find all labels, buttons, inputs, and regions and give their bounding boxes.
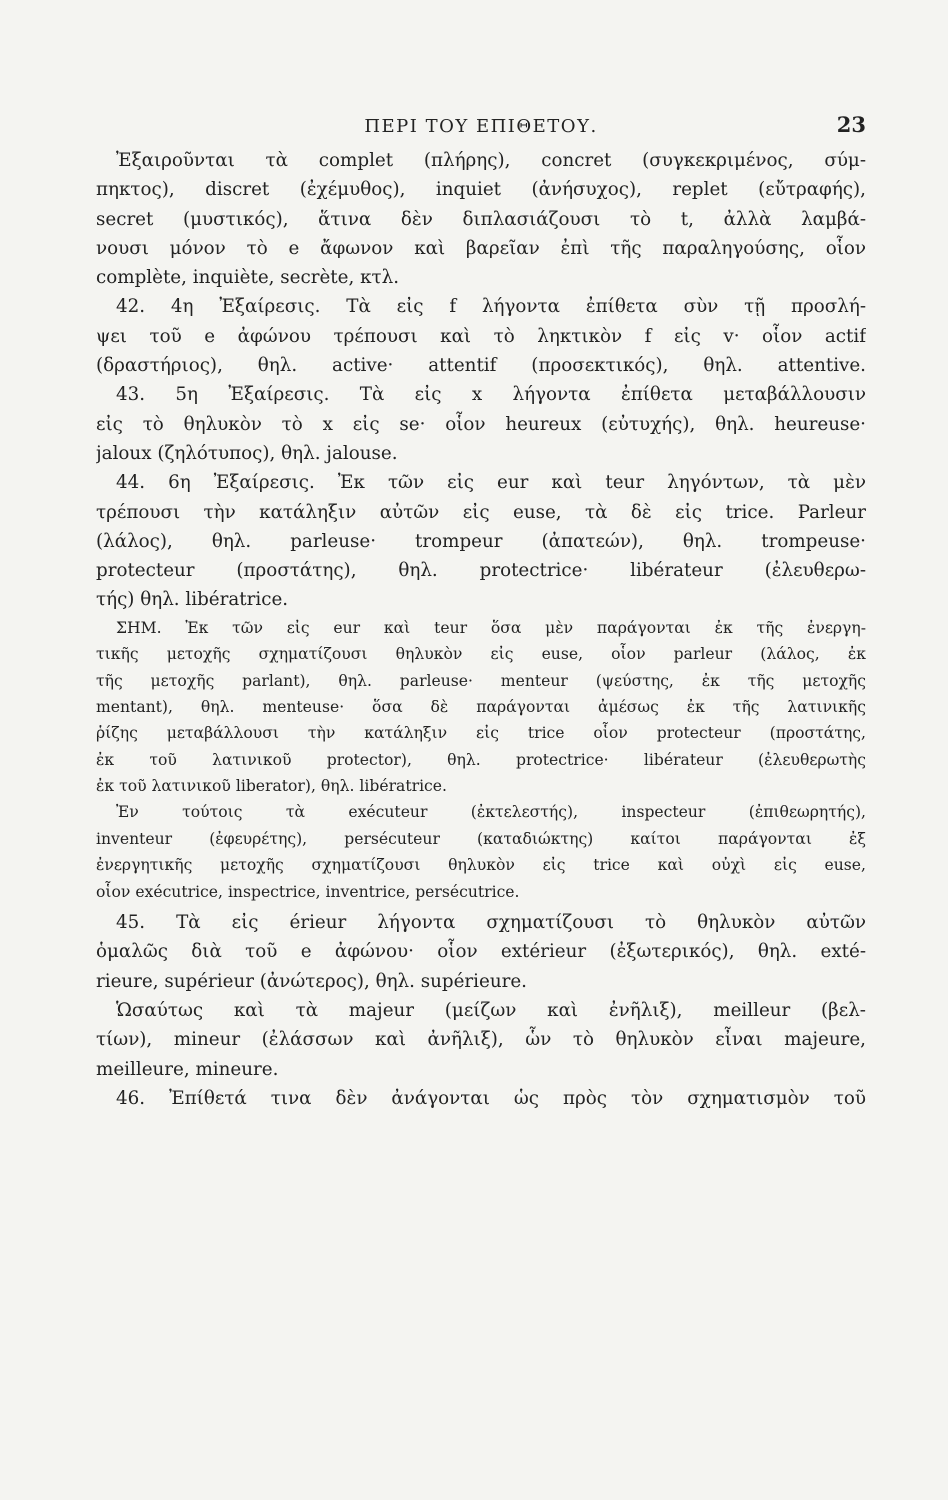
note-line: inventeur (ἐφευρέτης), persécuteur (καταδιώκτης) καίτοι παράγονται ἐξ xyxy=(96,829,866,848)
text-line: Ὡσαύτως καὶ τὰ majeur (μείζων καὶ ἐνῆλιξ), meilleur (βελ- xyxy=(116,999,866,1021)
page-body xyxy=(96,146,866,1113)
page-header xyxy=(96,112,866,142)
note-line: τικῆς μετοχῆς σχηματίζουσι θηλυκὸν εἰς euse, οἷον parleur (λάλος, ἐκ xyxy=(96,645,866,664)
text-line: 44. 6η Ἐξαίρεσις. Ἐκ τῶν εἰς eur καὶ teur ληγόντων, τὰ μὲν xyxy=(116,472,866,494)
text-line: 46. Ἐπίθετά τινα δὲν ἀνάγονται ὡς πρὸς τὸν σχηματισμὸν τοῦ xyxy=(116,1087,866,1109)
text-line: τρέπουσι τὴν κατάληξιν αὐτῶν εἰς euse, τὰ δὲ εἰς trice. Parleur xyxy=(96,501,866,523)
text-line: νουσι μόνον τὸ e ἄφωνον καὶ βαρεῖαν ἐπὶ τῆς παραληγούσης, οἷον xyxy=(96,237,866,259)
page-number: 23 xyxy=(836,112,866,137)
text-line: ψει τοῦ e ἀφώνου τρέπουσι καὶ τὸ ληκτικὸν f εἰς v· οἷον actif xyxy=(96,325,866,347)
note-line: τῆς μετοχῆς parlant), θηλ. parleuse· menteur (ψεύστης, ἐκ τῆς μετοχῆς xyxy=(96,671,866,690)
text-line: 42. 4η Ἐξαίρεσις. Τὰ εἰς f λήγοντα ἐπίθετα σὺν τῇ προσλή- xyxy=(116,296,866,318)
text-line: τής) θηλ. libératrice. xyxy=(96,589,289,611)
note-line: ΣΗΜ. Ἐκ τῶν εἰς eur καὶ teur ὅσα μὲν παράγονται ἐκ τῆς ἐνεργη- xyxy=(116,618,866,637)
note-line: ῥίζης μεταβάλλουσι τὴν κατάληξιν εἰς trice οἷον protecteur (προστάτης, xyxy=(96,724,866,743)
text-line: jaloux (ζηλότυπος), θηλ. jalouse. xyxy=(96,442,398,464)
text-line: (δραστήριος), θηλ. active· attentif (προσεκτικός), θηλ. attentive. xyxy=(96,355,866,377)
note-line: ἐκ τοῦ λατινικοῦ protector), θηλ. protectrice· libérateur (ἐλευθερωτὴς xyxy=(96,750,866,769)
text-line: complète, inquiète, secrète, κτλ. xyxy=(96,267,400,289)
text-line: ὁμαλῶς διὰ τοῦ e ἀφώνου· οἷον extérieur (ἐξωτερικός), θηλ. exté- xyxy=(96,941,866,963)
text-line: τίων), mineur (ἐλάσσων καὶ ἀνῆλιξ), ὧν τὸ θηλυκὸν εἶναι majeure, xyxy=(96,1029,866,1051)
text-line: (λάλος), θηλ. parleuse· trompeur (ἀπατεών), θηλ. trompeuse· xyxy=(96,530,866,552)
remark-note xyxy=(96,615,866,905)
text-line: 43. 5η Ἐξαίρεσις. Τὰ εἰς x λήγοντα ἐπίθετα μεταβάλλουσιν xyxy=(116,384,866,406)
note-line: ἐνεργητικῆς μετοχῆς σχηματίζουσι θηλυκὸν εἰς trice καὶ οὐχὶ εἰς euse, xyxy=(96,856,866,875)
note-line: Ἐν τούτοις τὰ exécuteur (ἐκτελεστής), inspecteur (ἐπιθεωρητής), xyxy=(116,803,866,822)
note-line: οἷον exécutrice, inspectrice, inventrice, persécutrice. xyxy=(96,882,520,901)
note-line: ἐκ τοῦ λατινικοῦ liberator), θηλ. libératrice. xyxy=(96,777,447,796)
text-line: πηκτος), discret (ἐχέμυθος), inquiet (ἀνήσυχος), replet (εὔτραφής), xyxy=(96,179,866,201)
text-line: rieure, supérieur (ἀνώτερος), θηλ. supérieure. xyxy=(96,970,527,992)
running-title: ΠΕΡΙ ΤΟΥ ΕΠΙΘΕΤΟΥ. xyxy=(364,116,598,137)
note-line: mentant), θηλ. menteuse· ὅσα δὲ παράγονται ἀμέσως ἐκ τῆς λατινικῆς xyxy=(96,697,866,716)
text-line: meilleure, mineure. xyxy=(96,1058,279,1080)
text-line: εἰς τὸ θηλυκὸν τὸ x εἰς se· οἷον heureux (εὐτυχής), θηλ. heureuse· xyxy=(96,413,866,435)
text-line: Ἐξαιροῦνται τὰ complet (πλήρης), concret (συγκεκριμένος, σύμ- xyxy=(116,150,866,171)
text-line: 45. Τὰ εἰς érieur λήγοντα σχηματίζουσι τὸ θηλυκὸν αὐτῶν xyxy=(116,912,866,934)
text-line: protecteur (προστάτης), θηλ. protectrice· libérateur (ἐλευθερω- xyxy=(96,560,866,582)
text-line: secret (μυστικός), ἅτινα δὲν διπλασιάζουσι τὸ t, ἀλλὰ λαμβά- xyxy=(96,208,866,230)
